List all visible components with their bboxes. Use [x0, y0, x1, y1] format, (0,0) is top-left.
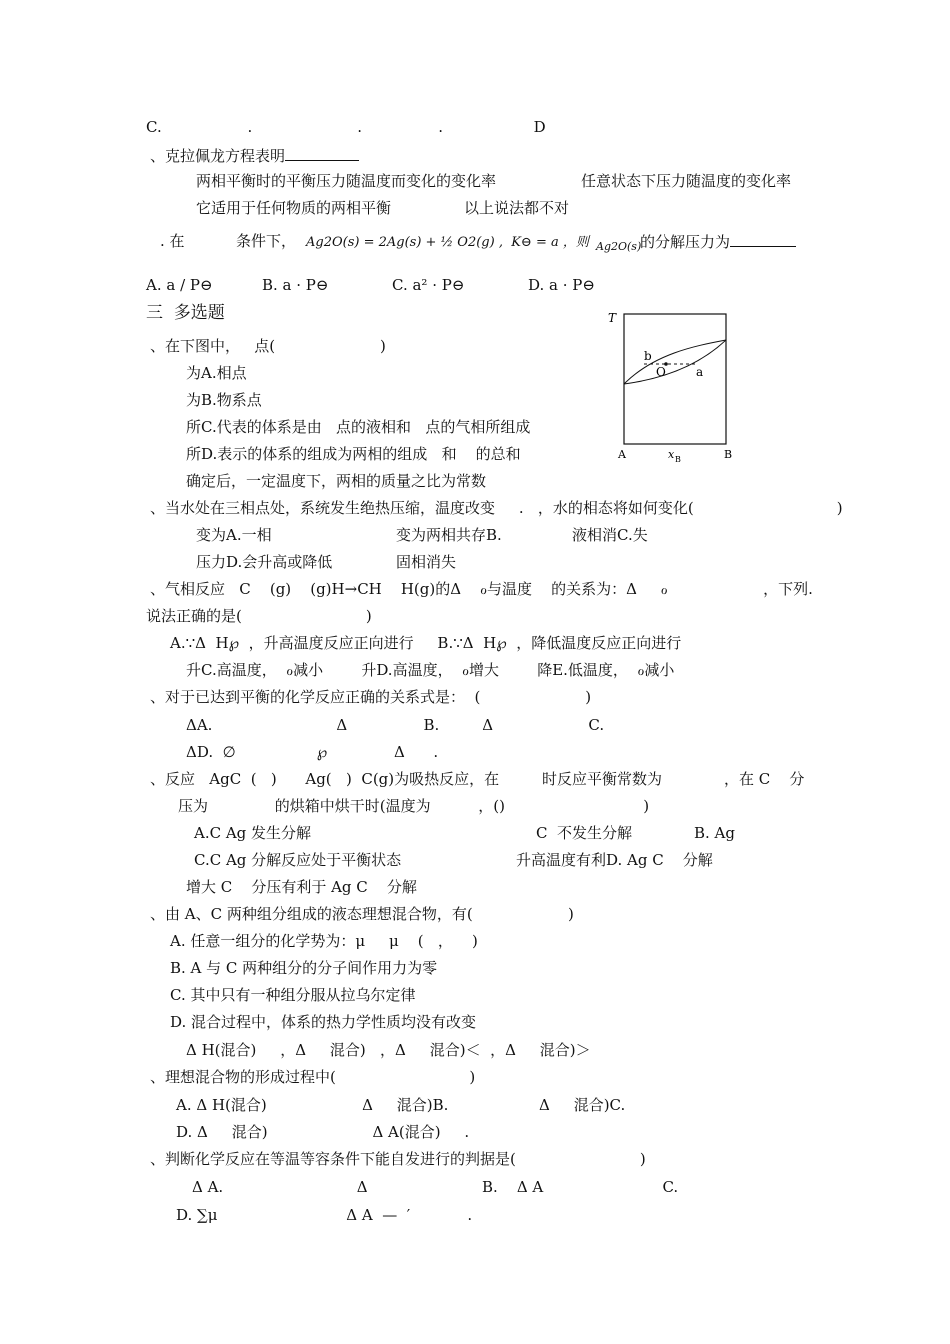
label-a: a	[696, 365, 704, 379]
question-triple-point: 、当水处在三相点处，系统发生绝热压缩，温度改变 . ，水的相态将如何变化( )	[150, 499, 843, 517]
question-clapeyron	[150, 146, 359, 165]
x-axis-subscript: B	[675, 455, 681, 464]
option-a: 两相平衡时的平衡压力随温度而变化的变化率	[196, 172, 497, 190]
option-c: 所C.代表的体系是由 点的液相和 点的气相所组成	[186, 418, 531, 436]
question-ag2o-prefix: . 在	[160, 232, 185, 250]
option-e: 确定后，一定温度下，两相的质量之比为常数	[186, 472, 487, 490]
option-a: A. a / P⊖	[146, 276, 213, 294]
option-e: 增大 C 分压有利于 Ag C 分解	[186, 878, 417, 896]
option-d: 以上说法都不对	[464, 199, 570, 217]
option-row-abc: A. Δ H(混合) Δ 混合)B. Δ 混合)C.	[176, 1096, 626, 1114]
option-c: 它适用于任何物质的两相平衡	[196, 199, 392, 217]
option-row-abc: Δ A. Δ B. Δ A C.	[192, 1178, 679, 1196]
reaction-species: Ag2O(s)	[596, 240, 642, 253]
option-c: C. 其中只有一种组分服从拉乌尔定律	[170, 986, 416, 1004]
x-axis-label: x	[668, 448, 675, 461]
option-row-ab: A.∵Δ H℘ ，升高温度反应正向进行 B.∵Δ H℘ ，降低温度反应正向进行	[170, 634, 682, 652]
phase-diagram	[604, 306, 744, 478]
question-mixing-process: 、理想混合物的形成过程中( )	[150, 1068, 476, 1086]
option-row-de: D. Δ 混合) Δ A(混合) .	[176, 1123, 470, 1141]
liquid-curve	[624, 340, 726, 384]
question-spontaneity: 、判断化学反应在等温等容条件下能自发进行的判据是( )	[150, 1150, 646, 1168]
option-row-cde: 升C.高温度， ℴ减小 升D.高温度， ℴ增大 降E.低温度， ℴ减小	[186, 661, 675, 679]
option-e: Δ H(混合) ，Δ 混合) ，Δ 混合)＜ ，Δ 混合)＞	[186, 1041, 591, 1059]
option-d: 压力D.会升高或降低	[196, 553, 333, 571]
question-gas-reaction-cont: 说法正确的是( )	[146, 607, 372, 625]
answer-blank[interactable]	[285, 146, 359, 161]
option-c: C. a² · P⊖	[392, 276, 465, 294]
question-ag2o-suffix	[640, 232, 796, 251]
option-b: 为B.物系点	[186, 391, 262, 409]
option-a: 为A.相点	[186, 364, 247, 382]
option-row-abc: ΔA. Δ B. Δ C.	[186, 716, 605, 734]
diagram-frame	[624, 314, 726, 444]
question-phase-diagram: 、在下图中， 点( )	[150, 337, 386, 355]
option-row-c-d: C. . . . D	[146, 118, 546, 136]
label-component-a: A	[618, 448, 626, 461]
question-agc-reaction: 、反应 AgC ( ) Ag( ) C(g)为吸热反应，在 时反应平衡常数为 ，在 C 分	[150, 770, 805, 788]
question-text: 、克拉佩龙方程表明	[150, 147, 286, 165]
option-c: 液相消C.失	[572, 526, 648, 544]
option-c: C.C Ag 分解反应处于平衡状态	[194, 851, 402, 869]
question-ideal-mixture: 、由 A、C 两种组分组成的液态理想混合物，有( )	[150, 905, 574, 923]
option-b: 变为两相共存B.	[396, 526, 502, 544]
t-axis-label: T	[608, 311, 617, 325]
label-b: b	[644, 349, 652, 363]
question-ag2o-condition: 条件下，	[236, 232, 297, 250]
option-a: A. 任意一组分的化学势为：μ μ ( ， )	[170, 932, 478, 950]
answer-blank[interactable]	[730, 232, 796, 247]
section-heading: 三 多选题	[146, 303, 225, 323]
vapor-curve	[624, 340, 726, 384]
question-agc-reaction-cont: 压为 的烘箱中烘干时(温度为 ，() )	[178, 797, 650, 815]
reaction-equation: Ag2O(s) = 2Ag(s) + ½ O2(g) , K⊖ = a ，则	[306, 235, 589, 250]
option-b: 任意状态下压力随温度的变化率	[581, 172, 792, 190]
option-d: D. a · P⊖	[528, 276, 595, 294]
option-d: 所D.表示的体系的组成为两相的组成 和 的总和	[186, 445, 521, 463]
option-b: C 不发生分解 B. Ag	[536, 824, 735, 842]
option-row-de: D. ∑μ Δ A — ′ .	[176, 1206, 473, 1224]
label-o: O	[656, 365, 666, 379]
label-component-b: B	[724, 448, 733, 461]
option-a: A.C Ag 发生分解	[194, 824, 312, 842]
option-d: 升高温度有利D. Ag C 分解	[516, 851, 713, 869]
option-a: 变为A.一相	[196, 526, 272, 544]
option-e: 固相消失	[396, 553, 457, 571]
question-text: 的分解压力为	[640, 233, 731, 251]
option-b: B. a · P⊖	[262, 276, 329, 294]
question-equilibrium: 、对于已达到平衡的化学反应正确的关系式是： ( )	[150, 688, 592, 706]
question-gas-reaction: 、气相反应 C (g) (g)H→CH H(g)的Δ ℴ与温度 的关系为：Δ ℴ ，下列.	[150, 580, 813, 598]
option-row-d: ΔD. ∅ ℘ Δ .	[186, 743, 439, 761]
option-b: B. A 与 C 两种组分的分子间作用力为零	[170, 959, 438, 977]
option-d: D. 混合过程中，体系的热力学性质均没有改变	[170, 1013, 477, 1031]
